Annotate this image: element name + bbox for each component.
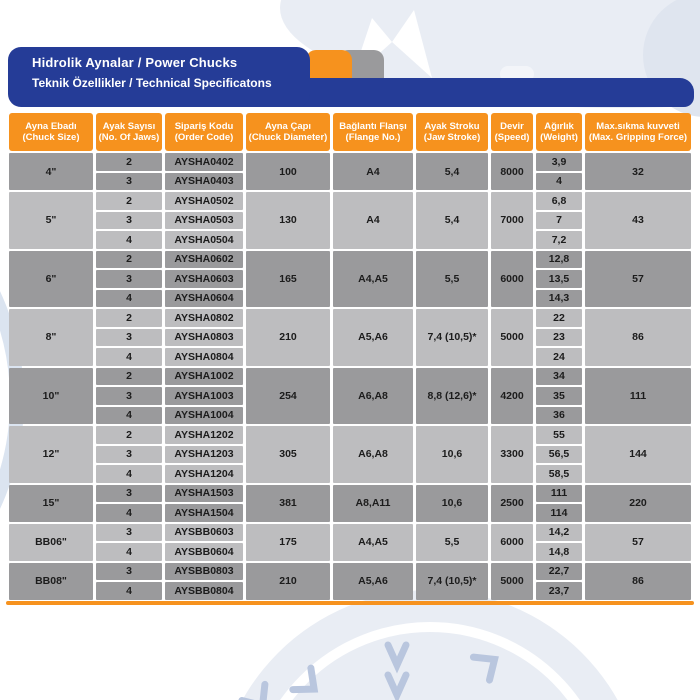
speed-cell: 5000	[491, 563, 533, 600]
weight-cell: 111	[536, 485, 582, 503]
stroke-cell: 5,5	[416, 251, 488, 308]
jaws-cell: 4	[96, 543, 162, 561]
chuck-size-cell: BB08"	[9, 563, 93, 600]
order-code-cell: AYSHA0803	[165, 329, 243, 347]
chuck-size-cell: 10"	[9, 368, 93, 425]
order-code-cell: AYSBB0804	[165, 582, 243, 600]
order-code-cell: AYSHA1504	[165, 504, 243, 522]
order-code-cell: AYSHA0503	[165, 212, 243, 230]
chuck-size-cell: 8"	[9, 309, 93, 366]
order-code-cell: AYSHA1503	[165, 485, 243, 503]
order-code-cell: AYSHA0403	[165, 173, 243, 191]
stroke-cell: 7,4 (10,5)*	[416, 309, 488, 366]
col-header-chuck-size: Ayna Ebadı (Chuck Size)	[9, 113, 93, 151]
flange-cell: A4,A5	[333, 251, 413, 308]
diameter-cell: 305	[246, 426, 330, 483]
table-row	[9, 563, 691, 581]
jaws-cell: 4	[96, 504, 162, 522]
jaws-cell: 3	[96, 329, 162, 347]
col-header-weight: Ağırlık (Weight)	[536, 113, 582, 151]
diameter-cell: 130	[246, 192, 330, 249]
chuck-size-cell: 6"	[9, 251, 93, 308]
order-code-cell: AYSHA1203	[165, 446, 243, 464]
jaws-cell: 2	[96, 251, 162, 269]
force-cell: 86	[585, 563, 691, 600]
diameter-cell: 381	[246, 485, 330, 522]
force-cell: 111	[585, 368, 691, 425]
speed-cell: 6000	[491, 251, 533, 308]
weight-cell: 22	[536, 309, 582, 327]
order-code-cell: AYSBB0604	[165, 543, 243, 561]
jaws-cell: 2	[96, 426, 162, 444]
order-code-cell: AYSHA0602	[165, 251, 243, 269]
stroke-cell: 7,4 (10,5)*	[416, 563, 488, 600]
force-cell: 43	[585, 192, 691, 249]
order-code-cell: AYSHA0802	[165, 309, 243, 327]
flange-cell: A6,A8	[333, 426, 413, 483]
weight-cell: 22,7	[536, 563, 582, 581]
jaws-cell: 4	[96, 290, 162, 308]
table-row	[9, 368, 691, 386]
stroke-cell: 5,5	[416, 524, 488, 561]
speed-cell: 8000	[491, 153, 533, 190]
order-code-cell: AYSHA0804	[165, 348, 243, 366]
jaws-cell: 3	[96, 485, 162, 503]
table-row	[9, 251, 691, 269]
flange-cell: A4,A5	[333, 524, 413, 561]
chuck-size-cell: 5"	[9, 192, 93, 249]
jaws-cell: 2	[96, 309, 162, 327]
order-code-cell: AYSHA0504	[165, 231, 243, 249]
col-header-order-code: Sipariş Kodu (Order Code)	[165, 113, 243, 151]
speed-cell: 6000	[491, 524, 533, 561]
jaws-cell: 2	[96, 192, 162, 210]
diameter-cell: 165	[246, 251, 330, 308]
bottom-watermark-logo	[0, 590, 700, 700]
weight-cell: 23,7	[536, 582, 582, 600]
weight-cell: 7	[536, 212, 582, 230]
stroke-cell: 5,4	[416, 153, 488, 190]
order-code-cell: AYSHA1204	[165, 465, 243, 483]
chuck-size-cell: 15"	[9, 485, 93, 522]
title-banner	[8, 47, 310, 107]
weight-cell: 114	[536, 504, 582, 522]
force-cell: 86	[585, 309, 691, 366]
weight-cell: 34	[536, 368, 582, 386]
weight-cell: 14,2	[536, 524, 582, 542]
force-cell: 144	[585, 426, 691, 483]
chuck-size-cell: 4"	[9, 153, 93, 190]
order-code-cell: AYSHA0402	[165, 153, 243, 171]
header-blue-bar	[296, 78, 694, 107]
jaws-cell: 3	[96, 212, 162, 230]
flange-cell: A5,A6	[333, 309, 413, 366]
diameter-cell: 254	[246, 368, 330, 425]
jaws-cell: 3	[96, 563, 162, 581]
weight-cell: 7,2	[536, 231, 582, 249]
jaws-cell: 4	[96, 231, 162, 249]
speed-cell: 4200	[491, 368, 533, 425]
jaws-cell: 2	[96, 153, 162, 171]
col-header-jaws: Ayak Sayısı (No. Of Jaws)	[96, 113, 162, 151]
weight-cell: 14,3	[536, 290, 582, 308]
col-header-speed: Devir (Speed)	[491, 113, 533, 151]
table-row	[9, 485, 691, 503]
chuck-size-cell: BB06"	[9, 524, 93, 561]
table-row	[9, 309, 691, 327]
table-row	[9, 153, 691, 171]
order-code-cell: AYSHA0502	[165, 192, 243, 210]
order-code-cell: AYSHA0603	[165, 270, 243, 288]
force-cell: 57	[585, 251, 691, 308]
jaws-cell: 3	[96, 524, 162, 542]
speed-cell: 5000	[491, 309, 533, 366]
order-code-cell: AYSHA0604	[165, 290, 243, 308]
col-header-force: Max.sıkma kuvveti (Max. Gripping Force)	[585, 113, 691, 151]
weight-cell: 55	[536, 426, 582, 444]
flange-cell: A5,A6	[333, 563, 413, 600]
chuck-size-cell: 12"	[9, 426, 93, 483]
speed-cell: 7000	[491, 192, 533, 249]
weight-cell: 13,5	[536, 270, 582, 288]
diameter-cell: 210	[246, 563, 330, 600]
col-header-stroke: Ayak Stroku (Jaw Stroke)	[416, 113, 488, 151]
jaws-cell: 4	[96, 582, 162, 600]
force-cell: 57	[585, 524, 691, 561]
header-row	[9, 113, 691, 151]
jaws-cell: 3	[96, 446, 162, 464]
stroke-cell: 10,6	[416, 426, 488, 483]
jaws-cell: 4	[96, 348, 162, 366]
order-code-cell: AYSHA1004	[165, 407, 243, 425]
order-code-cell: AYSHA1002	[165, 368, 243, 386]
jaws-cell: 3	[96, 387, 162, 405]
weight-cell: 24	[536, 348, 582, 366]
speed-cell: 3300	[491, 426, 533, 483]
force-cell: 32	[585, 153, 691, 190]
order-code-cell: AYSBB0603	[165, 524, 243, 542]
diameter-cell: 175	[246, 524, 330, 561]
flange-cell: A4	[333, 153, 413, 190]
table-row	[9, 426, 691, 444]
col-header-diameter: Ayna Çapı (Chuck Diameter)	[246, 113, 330, 151]
page-title: Hidrolik Aynalar / Power Chucks	[32, 55, 238, 70]
weight-cell: 3,9	[536, 153, 582, 171]
jaws-cell: 3	[96, 173, 162, 191]
weight-cell: 56,5	[536, 446, 582, 464]
col-header-flange: Bağlantı Flanşı (Flange No.)	[333, 113, 413, 151]
jaws-cell: 4	[96, 465, 162, 483]
weight-cell: 35	[536, 387, 582, 405]
weight-cell: 36	[536, 407, 582, 425]
stroke-cell: 10,6	[416, 485, 488, 522]
page-subtitle: Teknik Özellikler / Technical Specificatons	[32, 76, 272, 90]
weight-cell: 4	[536, 173, 582, 191]
specs-table	[6, 111, 694, 602]
jaws-cell: 4	[96, 407, 162, 425]
table-row	[9, 192, 691, 210]
weight-cell: 58,5	[536, 465, 582, 483]
force-cell: 220	[585, 485, 691, 522]
order-code-cell: AYSHA1202	[165, 426, 243, 444]
order-code-cell: AYSBB0803	[165, 563, 243, 581]
diameter-cell: 210	[246, 309, 330, 366]
weight-cell: 6,8	[536, 192, 582, 210]
jaws-cell: 3	[96, 270, 162, 288]
jaws-cell: 2	[96, 368, 162, 386]
speed-cell: 2500	[491, 485, 533, 522]
weight-cell: 12,8	[536, 251, 582, 269]
order-code-cell: AYSHA1003	[165, 387, 243, 405]
table-bottom-accent-line	[6, 601, 694, 605]
table-row	[9, 524, 691, 542]
stroke-cell: 8,8 (12,6)*	[416, 368, 488, 425]
flange-cell: A8,A11	[333, 485, 413, 522]
diameter-cell: 100	[246, 153, 330, 190]
weight-cell: 23	[536, 329, 582, 347]
flange-cell: A4	[333, 192, 413, 249]
flange-cell: A6,A8	[333, 368, 413, 425]
stroke-cell: 5,4	[416, 192, 488, 249]
weight-cell: 14,8	[536, 543, 582, 561]
